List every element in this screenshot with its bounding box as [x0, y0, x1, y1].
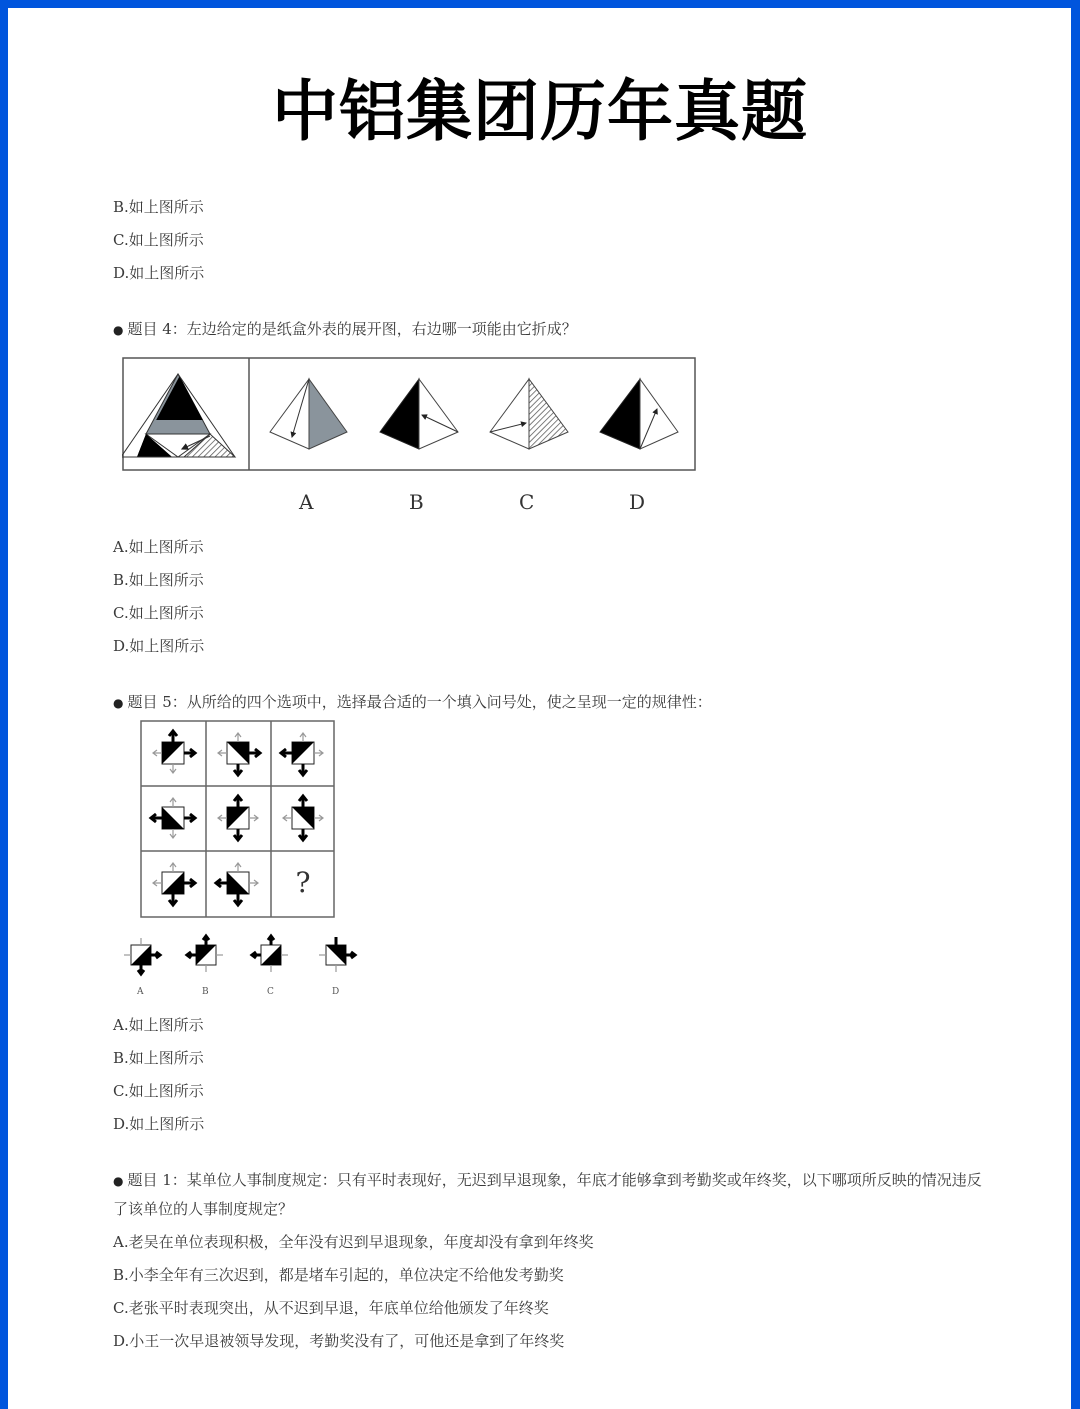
option-c-tile-icon — [252, 936, 288, 972]
page-title: 中铝集团历年真题 — [272, 73, 808, 150]
option-d-tile-icon — [319, 937, 355, 972]
prev-option-d: D.如上图所示 — [113, 264, 205, 282]
q5-figure-label-a: A — [137, 987, 144, 997]
question-5-grid — [140, 720, 336, 918]
prev-option-b: B.如上图所示 — [113, 198, 204, 216]
question-1-text: 某单位人事制度规定：只有平时表现好，无迟到早退现象，年底才能够拿到考勤奖或年终奖，以下哪项所反映的情况违反了该单位的人事制度规定？ — [113, 1171, 982, 1218]
q4-figure-label-c: C — [519, 490, 535, 514]
option-a-tile-icon — [124, 938, 160, 974]
frame-border-top — [0, 0, 1080, 8]
question-5-prompt — [113, 688, 712, 717]
bullet-icon: ● — [113, 323, 124, 337]
frame-border-left — [0, 0, 8, 1409]
question-4-text: 左边给定的是纸盒外表的展开图，右边哪一项能由它折成？ — [186, 320, 577, 338]
q4-figure-label-b: B — [409, 490, 424, 514]
question-5-options-figure — [115, 930, 365, 980]
q4-option-c[interactable]: C.如上图所示 — [113, 604, 204, 622]
q5-option-c[interactable]: C.如上图所示 — [113, 1082, 204, 1100]
bullet-icon: ● — [113, 1174, 124, 1188]
prev-option-c: C.如上图所示 — [113, 231, 204, 249]
question-4-figure — [122, 357, 697, 472]
q4-figure-label-a: A — [299, 490, 314, 514]
question-1-prompt — [113, 1166, 983, 1223]
q5-figure-label-d: D — [332, 987, 340, 997]
q4-option-a[interactable]: A.如上图所示 — [113, 538, 204, 556]
q1-option-d[interactable]: D.小王一次早退被领导发现，考勤奖没有了，可他还是拿到了年终奖 — [113, 1332, 565, 1350]
question-1-label: 题目 1： — [127, 1171, 187, 1189]
q4-figure-label-d: D — [629, 490, 646, 514]
question-5-label: 题目 5： — [127, 693, 187, 711]
q5-figure-label-b: B — [202, 987, 209, 997]
q1-option-c[interactable]: C.老张平时表现突出，从不迟到早退，年底单位给他颁发了年终奖 — [113, 1299, 549, 1317]
q5-option-a[interactable]: A.如上图所示 — [113, 1016, 204, 1034]
q1-option-b[interactable]: B.小李全年有三次迟到，都是堵车引起的，单位决定不给他发考勤奖 — [113, 1266, 564, 1284]
q5-option-d[interactable]: D.如上图所示 — [113, 1115, 205, 1133]
question-4-prompt — [113, 315, 577, 344]
q5-option-b[interactable]: B.如上图所示 — [113, 1049, 204, 1067]
question-4-label: 题目 4： — [127, 320, 187, 338]
question-5-text: 从所给的四个选项中，选择最合适的一个填入问号处，使之呈现一定的规律性： — [186, 693, 712, 711]
bullet-icon: ● — [113, 696, 124, 710]
option-b-tile-icon — [187, 936, 223, 972]
question-mark-placeholder: ? — [295, 866, 311, 899]
q4-option-d[interactable]: D.如上图所示 — [113, 637, 205, 655]
q4-option-b[interactable]: B.如上图所示 — [113, 571, 204, 589]
q1-option-a[interactable]: A.老吴在单位表现积极，全年没有迟到早退现象，年度却没有拿到年终奖 — [113, 1233, 594, 1251]
q5-figure-label-c: C — [267, 987, 274, 997]
frame-border-right — [1071, 0, 1080, 1409]
